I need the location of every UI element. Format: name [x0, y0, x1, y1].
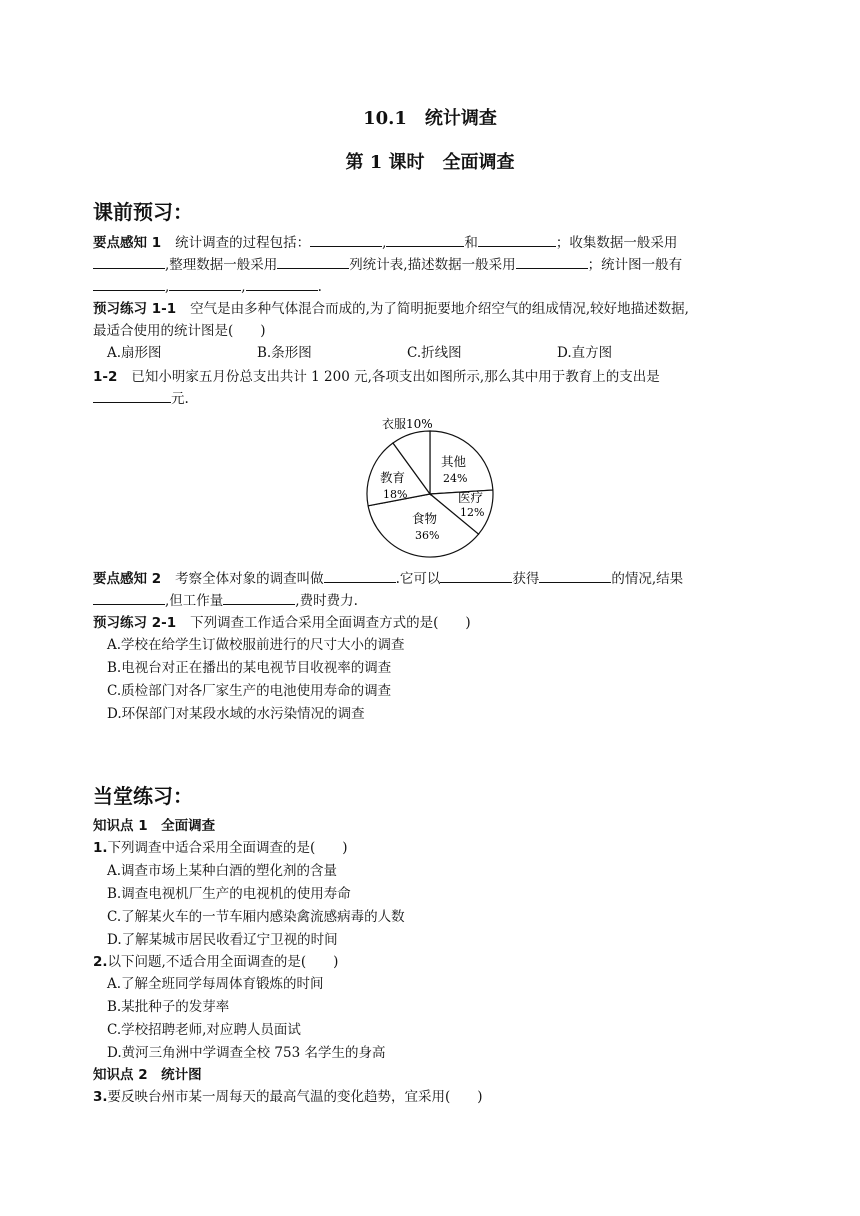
preview-heading: 课前预习：: [93, 200, 193, 224]
pie-label-education-name: 教育: [380, 470, 406, 485]
pie-label-food-name: 食物: [412, 511, 438, 526]
blank[interactable]: [440, 568, 512, 583]
lesson-title: 10.1 统计调查: [363, 108, 497, 129]
pie-label-other-name: 其他: [441, 454, 467, 469]
option[interactable]: B.某批种子的发芽率: [107, 999, 230, 1015]
kp1-line2: ,整理数据一般采用 列统计表,描述数据一般采用 ；统计图一般有: [93, 254, 773, 276]
option[interactable]: C.学校招聘老师,对应聘人员面试: [107, 1022, 301, 1038]
ex1-1-line1: 预习练习 1-1 空气是由多种气体混合而成的,为了简明扼要地介绍空气的组成情况,较好地描述数据,: [93, 301, 689, 317]
kp2-label: 要点感知 2: [93, 571, 162, 587]
kp1-line1: 要点感知 1 统计调查的过程包括： , 和 ；收集数据一般采用: [93, 232, 773, 254]
option[interactable]: B.调查电视机厂生产的电视机的使用寿命: [107, 886, 351, 902]
option[interactable]: A.学校在给学生订做校服前进行的尺寸大小的调查: [107, 637, 405, 653]
knowledge-point-1: 知识点 1 全面调查: [93, 818, 216, 834]
blank[interactable]: [516, 254, 588, 269]
option[interactable]: C.折线图: [407, 345, 462, 361]
option[interactable]: D.环保部门对某段水域的水污染情况的调查: [107, 706, 365, 722]
option[interactable]: D.黄河三角洲中学调查全校 753 名学生的身高: [107, 1045, 386, 1061]
ex2-1-label: 预习练习 2-1: [93, 615, 177, 631]
blank[interactable]: [93, 276, 165, 291]
lesson-subtitle: 第 1 课时 全面调查: [345, 152, 515, 173]
pie-label-other-value: 24%: [443, 472, 468, 485]
q1-stem: 1.下列调查中适合采用全面调查的是( ): [93, 840, 348, 856]
blank[interactable]: [478, 232, 556, 247]
kp2-line1: 要点感知 2 考察全体对象的调查叫做 .它可以 获得 的情况,结果: [93, 568, 773, 590]
option[interactable]: A.了解全班同学每周体育锻炼的时间: [107, 976, 324, 992]
blank[interactable]: [246, 276, 318, 291]
ex1-1-line2: 最适合使用的统计图是( ): [93, 323, 266, 339]
pie-label-clothing: 衣服10%: [382, 417, 433, 431]
kp1-label: 要点感知 1: [93, 235, 162, 251]
ex1-1-options: [107, 342, 787, 364]
q3-stem: 3.要反映台州市某一周每天的最高气温的变化趋势，宜采用( ): [93, 1089, 483, 1105]
option[interactable]: D.了解某城市居民收看辽宁卫视的时间: [107, 932, 338, 948]
pie-label-education-value: 18%: [383, 488, 408, 501]
blank[interactable]: [324, 568, 396, 583]
option[interactable]: C.了解某火车的一节车厢内感染禽流感病毒的人数: [107, 909, 405, 925]
q2-stem: 2.以下问题,不适合用全面调查的是( ): [93, 954, 339, 970]
option[interactable]: B.电视台对正在播出的某电视节目收视率的调查: [107, 660, 392, 676]
pie-label-medical-value: 12%: [460, 506, 485, 519]
blank[interactable]: [310, 232, 382, 247]
blank[interactable]: [539, 568, 611, 583]
class-practice-heading: 当堂练习：: [93, 784, 193, 808]
option[interactable]: C.质检部门对各厂家生产的电池使用寿命的调查: [107, 683, 392, 699]
blank[interactable]: [93, 254, 165, 269]
knowledge-point-2: 知识点 2 统计图: [93, 1067, 202, 1083]
blank[interactable]: [223, 590, 295, 605]
ex1-2-line2: 元.: [93, 388, 773, 410]
expense-pie-chart: [360, 410, 510, 560]
pie-label-medical-name: 医疗: [458, 490, 484, 505]
kp1-line3: , , .: [93, 276, 773, 298]
option[interactable]: A.扇形图: [107, 345, 162, 361]
ex1-2-label: 1-2: [93, 369, 118, 385]
ex1-1-label: 预习练习 1-1: [93, 301, 177, 317]
blank[interactable]: [169, 276, 241, 291]
blank[interactable]: [386, 232, 464, 247]
ex1-2-line1: 1-2 已知小明家五月份总支出共计 1 200 元,各项支出如图所示,那么其中用于教育上的支出是: [93, 369, 660, 385]
option[interactable]: A.调查市场上某种白酒的塑化剂的含量: [107, 863, 338, 879]
blank[interactable]: [93, 590, 165, 605]
ex2-1-line: 预习练习 2-1 下列调查工作适合采用全面调查方式的是( ): [93, 615, 471, 631]
blank[interactable]: [93, 388, 171, 403]
option[interactable]: B.条形图: [257, 345, 312, 361]
pie-label-food-value: 36%: [415, 529, 440, 542]
blank[interactable]: [277, 254, 349, 269]
kp2-line2: ,但工作量 ,费时费力.: [93, 590, 773, 612]
option[interactable]: D.直方图: [557, 345, 613, 361]
